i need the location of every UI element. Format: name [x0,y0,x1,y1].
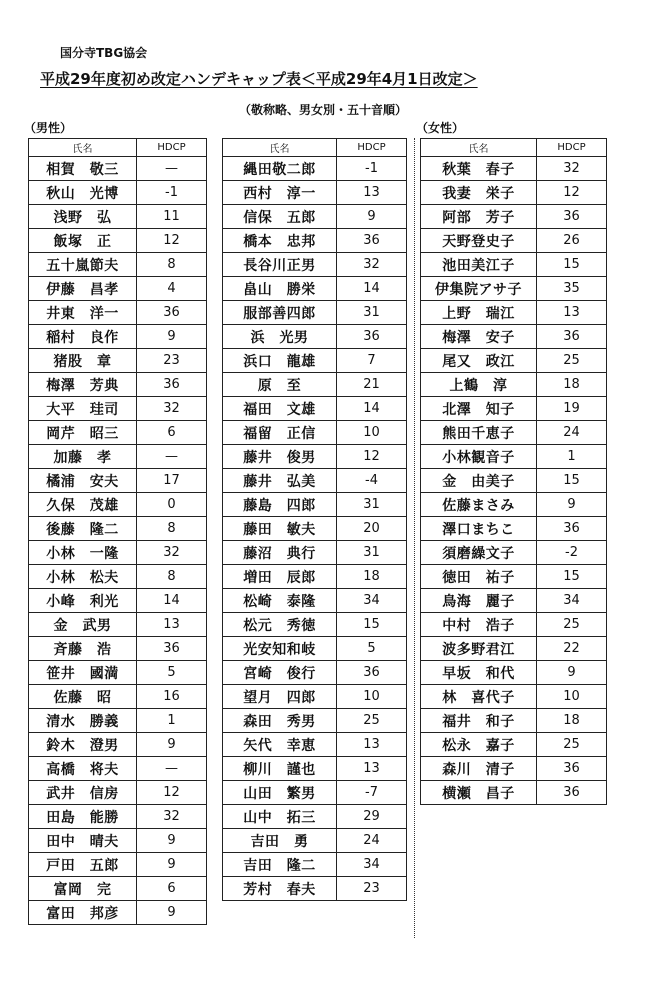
table-row [29,181,207,205]
table-row [29,397,207,421]
member-name: 稲村 良作 [29,325,137,349]
table-row [223,373,407,397]
member-name: 藤島 四郎 [223,493,337,517]
member-name: 岡芹 昭三 [29,421,137,445]
hdcp-value: 18 [537,709,607,733]
table-row [29,709,207,733]
member-name: 藤井 弘美 [223,469,337,493]
member-name: 小林 一隆 [29,541,137,565]
table-row [223,205,407,229]
table-row [223,421,407,445]
member-name: 高橋 将夫 [29,757,137,781]
hdcp-value: 36 [337,661,407,685]
table-row [421,373,607,397]
female-table-body [421,157,607,805]
table-row [421,421,607,445]
member-name: 梅澤 安子 [421,325,537,349]
member-name: 縄田敬二郎 [223,157,337,181]
member-name: 矢代 幸恵 [223,733,337,757]
hdcp-value: 1 [137,709,207,733]
member-name: 森田 秀男 [223,709,337,733]
hdcp-value: 25 [537,733,607,757]
hdcp-value: 17 [137,469,207,493]
hdcp-value: 13 [137,613,207,637]
member-name: 小林 松夫 [29,565,137,589]
member-name: 吉田 勇 [223,829,337,853]
document-title: 平成29年度初め改定ハンデキャップ表＜平成29年4月1日改定＞ [40,70,478,88]
table-row [223,253,407,277]
hdcp-value: 15 [537,253,607,277]
member-name: 松崎 泰隆 [223,589,337,613]
table-row [223,157,407,181]
member-name: 光安知和岐 [223,637,337,661]
member-name: 宮崎 俊行 [223,661,337,685]
member-name: 熊田千恵子 [421,421,537,445]
name-header: 氏名 [421,139,537,157]
table-row [29,805,207,829]
hdcp-value: 32 [137,397,207,421]
hdcp-value: 36 [337,325,407,349]
table-row [29,541,207,565]
table-row [421,181,607,205]
hdcp-value: 8 [137,517,207,541]
member-name: 上鶴 淳 [421,373,537,397]
member-name: 後藤 隆二 [29,517,137,541]
member-name: 林 喜代子 [421,685,537,709]
hdcp-value: 36 [537,781,607,805]
hdcp-value: 21 [337,373,407,397]
member-name: 柳川 謹也 [223,757,337,781]
hdcp-value: 36 [537,757,607,781]
table-row [29,877,207,901]
hdcp-value: 16 [137,685,207,709]
table-row [29,565,207,589]
member-name: 相賀 敬三 [29,157,137,181]
member-name: 浜 光男 [223,325,337,349]
member-name: 伊集院アサ子 [421,277,537,301]
table-row [421,301,607,325]
table-row [421,445,607,469]
table-row [223,661,407,685]
member-name: 横瀬 昌子 [421,781,537,805]
hdcp-value: 36 [537,325,607,349]
member-name: 飯塚 正 [29,229,137,253]
hdcp-value: 12 [137,781,207,805]
table-row [223,853,407,877]
organization-name: 国分寺TBG協会 [60,46,148,60]
hdcp-value: 23 [337,877,407,901]
hdcp-value: 34 [337,589,407,613]
hdcp-value: 25 [537,613,607,637]
hdcp-value: 25 [537,349,607,373]
member-name: 小峰 利光 [29,589,137,613]
hdcp-value: 7 [337,349,407,373]
table-row [29,325,207,349]
hdcp-value: 9 [537,493,607,517]
table-row [223,805,407,829]
table-row [421,397,607,421]
hdcp-value: 31 [337,541,407,565]
table-row [421,757,607,781]
table-row [421,637,607,661]
table-row [223,493,407,517]
member-name: 浅野 弘 [29,205,137,229]
member-name: 清水 勝義 [29,709,137,733]
hdcp-value: 34 [337,853,407,877]
male-table-2-body [223,157,407,901]
table-row [223,349,407,373]
hdcp-value: 25 [337,709,407,733]
member-name: 須磨繰文子 [421,541,537,565]
member-name: 徳田 祐子 [421,565,537,589]
hdcp-header: HDCP [537,139,607,157]
order-note: （敬称略、男女別・五十音順） [238,103,407,117]
table-row [421,781,607,805]
table-row [29,229,207,253]
hdcp-value: 22 [537,637,607,661]
member-name: 橘浦 安夫 [29,469,137,493]
female-section-label: （女性） [416,121,465,135]
hdcp-value: -1 [337,157,407,181]
member-name: 富岡 完 [29,877,137,901]
hdcp-value: 36 [337,229,407,253]
hdcp-value: 13 [337,757,407,781]
hdcp-value: 6 [137,877,207,901]
member-name: 猪股 章 [29,349,137,373]
hdcp-value: 32 [137,805,207,829]
table-row [29,493,207,517]
hdcp-value: — [137,445,207,469]
table-row [223,613,407,637]
table-row [29,277,207,301]
table-row [421,277,607,301]
member-name: 松永 嘉子 [421,733,537,757]
member-name: 増田 辰郎 [223,565,337,589]
member-name: 戸田 五郎 [29,853,137,877]
table-row [29,517,207,541]
hdcp-value: 9 [137,325,207,349]
hdcp-value: 4 [137,277,207,301]
member-name: 中村 浩子 [421,613,537,637]
hdcp-value: -4 [337,469,407,493]
member-name: 澤口まちこ [421,517,537,541]
table-row [29,781,207,805]
member-name: 金 由美子 [421,469,537,493]
member-name: 服部善四郎 [223,301,337,325]
hdcp-value: 8 [137,253,207,277]
table-row [223,685,407,709]
member-name: 望月 四郎 [223,685,337,709]
hdcp-value: 9 [137,829,207,853]
member-name: 森川 清子 [421,757,537,781]
hdcp-value: 10 [337,685,407,709]
member-name: 原 至 [223,373,337,397]
hdcp-value: 0 [137,493,207,517]
hdcp-value: 9 [137,733,207,757]
table-row [223,757,407,781]
member-name: 梅澤 芳典 [29,373,137,397]
hdcp-header: HDCP [137,139,207,157]
member-name: 池田美江子 [421,253,537,277]
table-row [29,205,207,229]
hdcp-value: 29 [337,805,407,829]
table-row [223,541,407,565]
member-name: 井東 洋一 [29,301,137,325]
hdcp-value: 9 [137,853,207,877]
table-row [421,349,607,373]
member-name: 橋本 忠邦 [223,229,337,253]
table-row [223,565,407,589]
member-name: 阿部 芳子 [421,205,537,229]
hdcp-value: 36 [537,205,607,229]
table-row [223,469,407,493]
name-header: 氏名 [223,139,337,157]
hdcp-value: 32 [337,253,407,277]
hdcp-header: HDCP [337,139,407,157]
hdcp-value: 1 [537,445,607,469]
hdcp-value: 18 [337,565,407,589]
table-row [223,589,407,613]
table-row [223,325,407,349]
hdcp-value: 19 [537,397,607,421]
column-divider [414,138,415,938]
table-row [223,829,407,853]
member-name: 福井 和子 [421,709,537,733]
table-row [29,901,207,925]
hdcp-value: 11 [137,205,207,229]
hdcp-value: 18 [537,373,607,397]
member-name: 芳村 春夫 [223,877,337,901]
table-row [421,229,607,253]
member-name: 藤田 敏夫 [223,517,337,541]
table-row [223,301,407,325]
member-name: 藤沼 典行 [223,541,337,565]
hdcp-value: 15 [337,613,407,637]
hdcp-value: 5 [137,661,207,685]
member-name: 鈴木 澄男 [29,733,137,757]
member-name: 佐藤まさみ [421,493,537,517]
member-name: 山中 拓三 [223,805,337,829]
table-row [29,349,207,373]
member-name: 大平 珪司 [29,397,137,421]
member-name: 上野 瑞江 [421,301,537,325]
table-row [421,493,607,517]
table-row [29,157,207,181]
table-row [223,397,407,421]
hdcp-value: 20 [337,517,407,541]
member-name: 武井 信房 [29,781,137,805]
hdcp-value: 9 [537,661,607,685]
table-row [421,589,607,613]
member-name: 小林観音子 [421,445,537,469]
hdcp-value: 5 [337,637,407,661]
member-name: 秋葉 春子 [421,157,537,181]
hdcp-value: -7 [337,781,407,805]
hdcp-value: 31 [337,301,407,325]
table-row [29,853,207,877]
member-name: 伊藤 昌孝 [29,277,137,301]
member-name: 尾又 政江 [421,349,537,373]
table-row [29,445,207,469]
hdcp-value: 8 [137,565,207,589]
table-row [421,205,607,229]
hdcp-value: 36 [137,637,207,661]
member-name: 五十嵐節夫 [29,253,137,277]
member-name: 金 武男 [29,613,137,637]
table-row [421,325,607,349]
hdcp-value: 35 [537,277,607,301]
hdcp-value: 13 [537,301,607,325]
male-table-1 [28,138,207,925]
table-row [223,229,407,253]
table-row [421,613,607,637]
table-row [421,685,607,709]
hdcp-value: 15 [537,469,607,493]
hdcp-value: 36 [137,373,207,397]
member-name: 佐藤 昭 [29,685,137,709]
table-row [29,661,207,685]
hdcp-value: -2 [537,541,607,565]
table-row [223,445,407,469]
table-row [29,733,207,757]
table-row [421,709,607,733]
member-name: 北澤 知子 [421,397,537,421]
table-row [421,517,607,541]
male-section-label: （男性） [24,121,73,135]
hdcp-value: 14 [337,277,407,301]
member-name: 福留 正信 [223,421,337,445]
member-name: 天野登史子 [421,229,537,253]
table-row [223,877,407,901]
table-row [29,421,207,445]
hdcp-value: 14 [337,397,407,421]
table-row [29,757,207,781]
table-row [421,661,607,685]
hdcp-value: 12 [337,445,407,469]
table-row [223,781,407,805]
table-row [29,301,207,325]
member-name: 笹井 國満 [29,661,137,685]
table-row [421,469,607,493]
hdcp-value: 15 [537,565,607,589]
hdcp-value: 13 [337,733,407,757]
table-row [223,277,407,301]
member-name: 富田 邦彦 [29,901,137,925]
hdcp-value: 31 [337,493,407,517]
hdcp-value: — [137,757,207,781]
member-name: 早坂 和代 [421,661,537,685]
table-row [421,565,607,589]
member-name: 鳥海 麗子 [421,589,537,613]
table-row [421,733,607,757]
hdcp-value: 12 [537,181,607,205]
member-name: 吉田 隆二 [223,853,337,877]
member-name: 浜口 龍雄 [223,349,337,373]
table-row [29,253,207,277]
hdcp-value: 36 [137,301,207,325]
member-name: 久保 茂雄 [29,493,137,517]
member-name: 秋山 光博 [29,181,137,205]
table-row [29,469,207,493]
hdcp-value: — [137,157,207,181]
hdcp-value: 32 [537,157,607,181]
member-name: 藤井 俊男 [223,445,337,469]
hdcp-value: 14 [137,589,207,613]
male-table-1-body [29,157,207,925]
table-row [223,709,407,733]
member-name: 松元 秀徳 [223,613,337,637]
member-name: 波多野君江 [421,637,537,661]
member-name: 長谷川正男 [223,253,337,277]
hdcp-value: 10 [537,685,607,709]
hdcp-value: 36 [537,517,607,541]
member-name: 我妻 栄子 [421,181,537,205]
hdcp-value: 32 [137,541,207,565]
member-name: 田島 能勝 [29,805,137,829]
name-header: 氏名 [29,139,137,157]
table-row [223,181,407,205]
hdcp-value: 12 [137,229,207,253]
hdcp-value: 13 [337,181,407,205]
table-row [223,517,407,541]
table-row [29,685,207,709]
hdcp-value: 10 [337,421,407,445]
table-row [29,589,207,613]
member-name: 加藤 孝 [29,445,137,469]
member-name: 山田 繁男 [223,781,337,805]
female-table [420,138,607,805]
hdcp-value: 9 [137,901,207,925]
table-row [421,157,607,181]
member-name: 信保 五郎 [223,205,337,229]
member-name: 斉藤 浩 [29,637,137,661]
table-row [223,637,407,661]
hdcp-value: 23 [137,349,207,373]
table-row [421,253,607,277]
hdcp-value: -1 [137,181,207,205]
member-name: 田中 晴夫 [29,829,137,853]
table-row [421,541,607,565]
hdcp-value: 24 [537,421,607,445]
table-row [29,829,207,853]
hdcp-value: 6 [137,421,207,445]
table-row [223,733,407,757]
hdcp-value: 24 [337,829,407,853]
hdcp-value: 9 [337,205,407,229]
member-name: 福田 文雄 [223,397,337,421]
hdcp-value: 26 [537,229,607,253]
member-name: 畠山 勝栄 [223,277,337,301]
table-row [29,613,207,637]
hdcp-value: 34 [537,589,607,613]
member-name: 西村 淳一 [223,181,337,205]
table-row [29,637,207,661]
male-table-2 [222,138,407,901]
table-row [29,373,207,397]
